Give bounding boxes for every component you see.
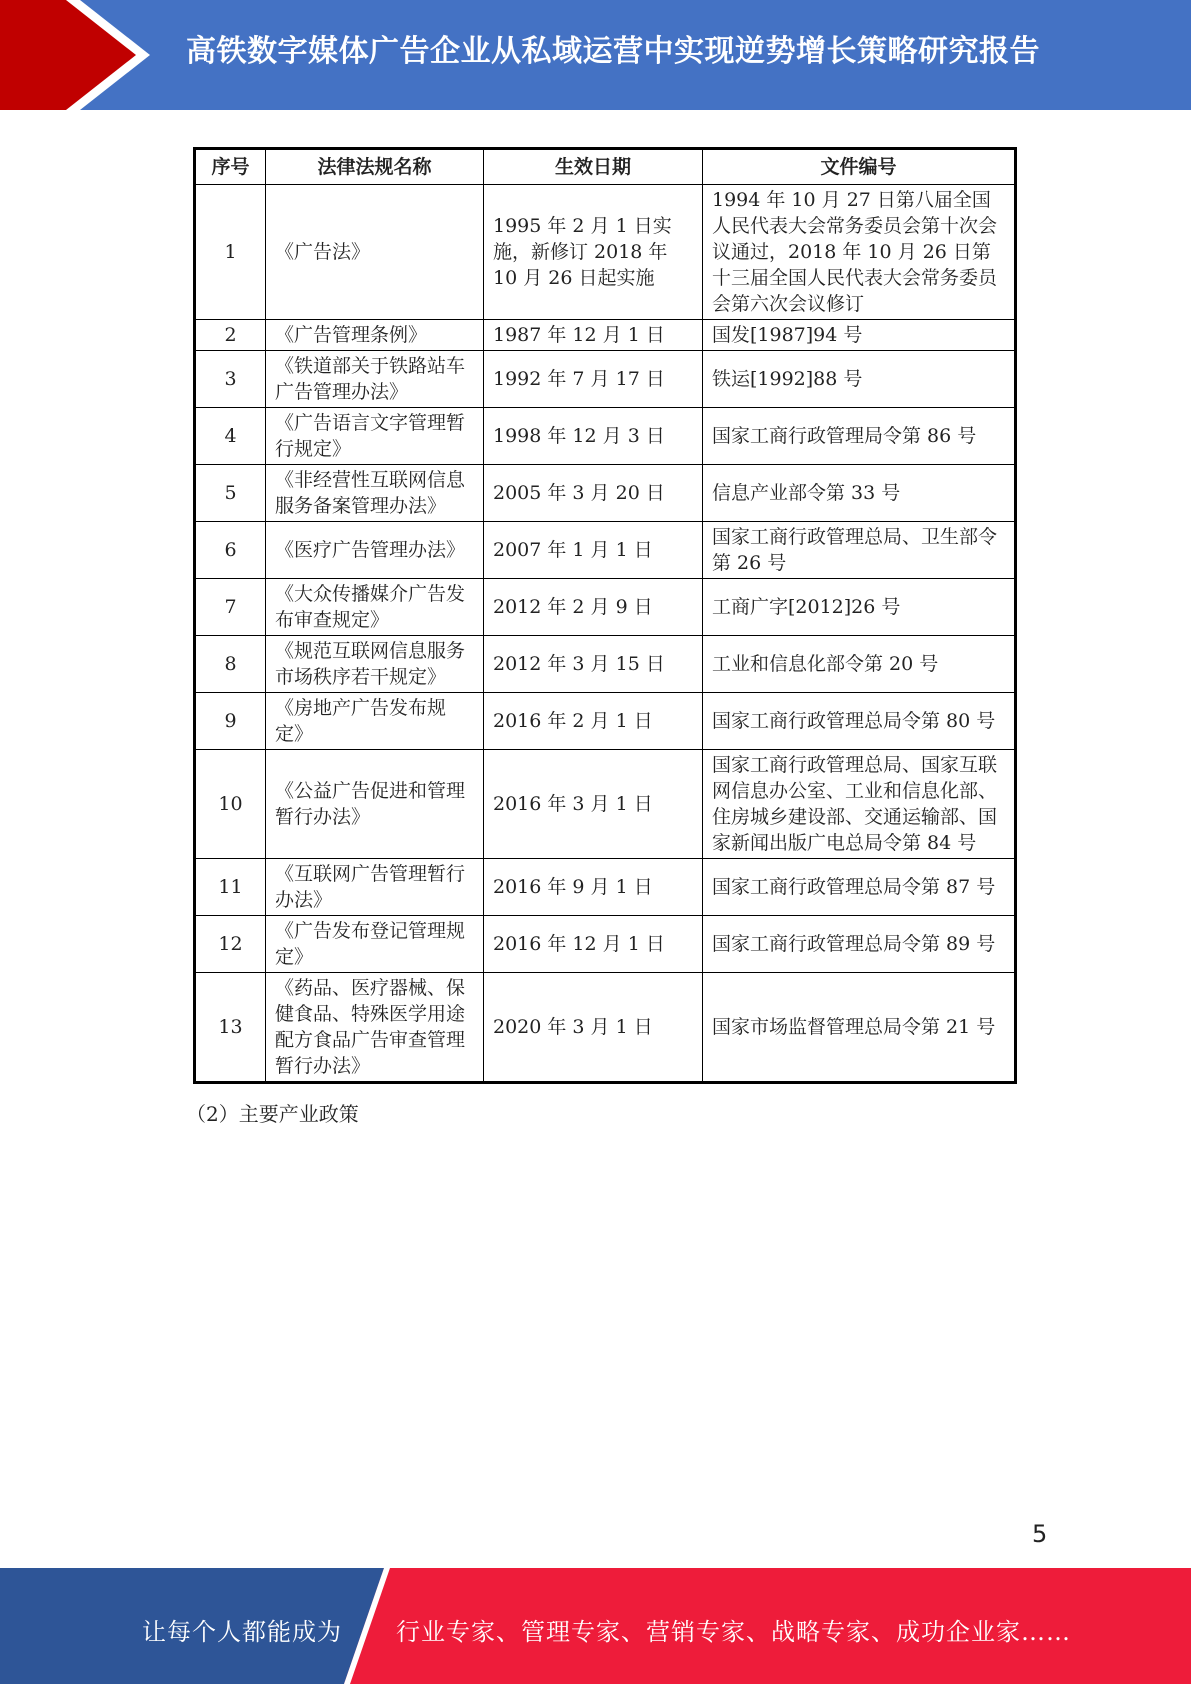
row-index: 5 bbox=[195, 465, 266, 522]
document-number: 国发[1987]94 号 bbox=[703, 320, 1016, 351]
document-number: 国家工商行政管理总局令第 87 号 bbox=[703, 859, 1016, 916]
law-name: 《房地产广告发布规定》 bbox=[266, 693, 484, 750]
document-number: 国家工商行政管理总局令第 89 号 bbox=[703, 916, 1016, 973]
footer-slogan-left: 让每个人都能成为 bbox=[142, 1618, 342, 1646]
row-index: 7 bbox=[195, 579, 266, 636]
row-index: 3 bbox=[195, 351, 266, 408]
effective-date: 2007 年 1 月 1 日 bbox=[484, 522, 703, 579]
header-effective-date: 生效日期 bbox=[484, 149, 703, 185]
document-number: 信息产业部令第 33 号 bbox=[703, 465, 1016, 522]
effective-date: 2016 年 12 月 1 日 bbox=[484, 916, 703, 973]
effective-date: 1995 年 2 月 1 日实施，新修订 2018 年 10 月 26 日起实施 bbox=[484, 185, 703, 320]
report-title: 高铁数字媒体广告企业从私域运营中实现逆势增长策略研究报告 bbox=[186, 34, 1040, 69]
law-name: 《公益广告促进和管理暂行办法》 bbox=[266, 750, 484, 859]
law-name: 《广告语言文字管理暂行规定》 bbox=[266, 408, 484, 465]
table-row bbox=[195, 693, 1016, 750]
row-index: 10 bbox=[195, 750, 266, 859]
row-index: 1 bbox=[195, 185, 266, 320]
table-row bbox=[195, 465, 1016, 522]
row-index: 4 bbox=[195, 408, 266, 465]
effective-date: 2012 年 3 月 15 日 bbox=[484, 636, 703, 693]
row-index: 11 bbox=[195, 859, 266, 916]
effective-date: 2016 年 9 月 1 日 bbox=[484, 859, 703, 916]
header-banner bbox=[0, 0, 1191, 110]
table-body bbox=[195, 185, 1016, 1083]
law-name: 《广告发布登记管理规定》 bbox=[266, 916, 484, 973]
table-row bbox=[195, 916, 1016, 973]
effective-date: 1992 年 7 月 17 日 bbox=[484, 351, 703, 408]
effective-date: 2020 年 3 月 1 日 bbox=[484, 973, 703, 1083]
document-number: 工商广字[2012]26 号 bbox=[703, 579, 1016, 636]
document-number: 国家工商行政管理总局令第 80 号 bbox=[703, 693, 1016, 750]
row-index: 12 bbox=[195, 916, 266, 973]
footer-slogan-right: 行业专家、管理专家、营销专家、战略专家、成功企业家…… bbox=[396, 1618, 1071, 1646]
document-number: 铁运[1992]88 号 bbox=[703, 351, 1016, 408]
table-row bbox=[195, 636, 1016, 693]
footer-banner bbox=[0, 1568, 1191, 1684]
document-number: 1994 年 10 月 27 日第八届全国人民代表大会常务委员会第十次会议通过，2018 年 10 月 26 日第十三届全国人民代表大会常务委员会第六次会议修订 bbox=[703, 185, 1016, 320]
table-header-row bbox=[195, 149, 1016, 185]
effective-date: 2016 年 3 月 1 日 bbox=[484, 750, 703, 859]
table-row bbox=[195, 351, 1016, 408]
header-document-number: 文件编号 bbox=[703, 149, 1016, 185]
table-row bbox=[195, 579, 1016, 636]
header-law-name: 法律法规名称 bbox=[266, 149, 484, 185]
document-number: 国家工商行政管理总局、国家互联网信息办公室、工业和信息化部、住房城乡建设部、交通运输部、国家新闻出版广电总局令第 84 号 bbox=[703, 750, 1016, 859]
effective-date: 2005 年 3 月 20 日 bbox=[484, 465, 703, 522]
law-name: 《规范互联网信息服务市场秩序若干规定》 bbox=[266, 636, 484, 693]
document-number: 工业和信息化部令第 20 号 bbox=[703, 636, 1016, 693]
law-name: 《大众传播媒介广告发布审查规定》 bbox=[266, 579, 484, 636]
law-name: 《广告管理条例》 bbox=[266, 320, 484, 351]
table-row bbox=[195, 750, 1016, 859]
table-row bbox=[195, 185, 1016, 320]
header-index: 序号 bbox=[195, 149, 266, 185]
document-number: 国家市场监督管理总局令第 21 号 bbox=[703, 973, 1016, 1083]
effective-date: 2016 年 2 月 1 日 bbox=[484, 693, 703, 750]
laws-table bbox=[193, 147, 1017, 1084]
law-name: 《互联网广告管理暂行办法》 bbox=[266, 859, 484, 916]
table-row bbox=[195, 522, 1016, 579]
row-index: 9 bbox=[195, 693, 266, 750]
row-index: 13 bbox=[195, 973, 266, 1083]
row-index: 6 bbox=[195, 522, 266, 579]
table-row bbox=[195, 973, 1016, 1083]
law-name: 《非经营性互联网信息服务备案管理办法》 bbox=[266, 465, 484, 522]
effective-date: 1998 年 12 月 3 日 bbox=[484, 408, 703, 465]
table-row bbox=[195, 320, 1016, 351]
effective-date: 1987 年 12 月 1 日 bbox=[484, 320, 703, 351]
row-index: 2 bbox=[195, 320, 266, 351]
table-row bbox=[195, 408, 1016, 465]
document-number: 国家工商行政管理总局、卫生部令第 26 号 bbox=[703, 522, 1016, 579]
document-number: 国家工商行政管理局令第 86 号 bbox=[703, 408, 1016, 465]
section-heading: （2）主要产业政策 bbox=[186, 1102, 359, 1126]
table-row bbox=[195, 859, 1016, 916]
law-name: 《药品、医疗器械、保健食品、特殊医学用途配方食品广告审查管理暂行办法》 bbox=[266, 973, 484, 1083]
law-name: 《广告法》 bbox=[266, 185, 484, 320]
row-index: 8 bbox=[195, 636, 266, 693]
effective-date: 2012 年 2 月 9 日 bbox=[484, 579, 703, 636]
page-number: 5 bbox=[1032, 1520, 1048, 1548]
law-name: 《铁道部关于铁路站车广告管理办法》 bbox=[266, 351, 484, 408]
law-name: 《医疗广告管理办法》 bbox=[266, 522, 484, 579]
